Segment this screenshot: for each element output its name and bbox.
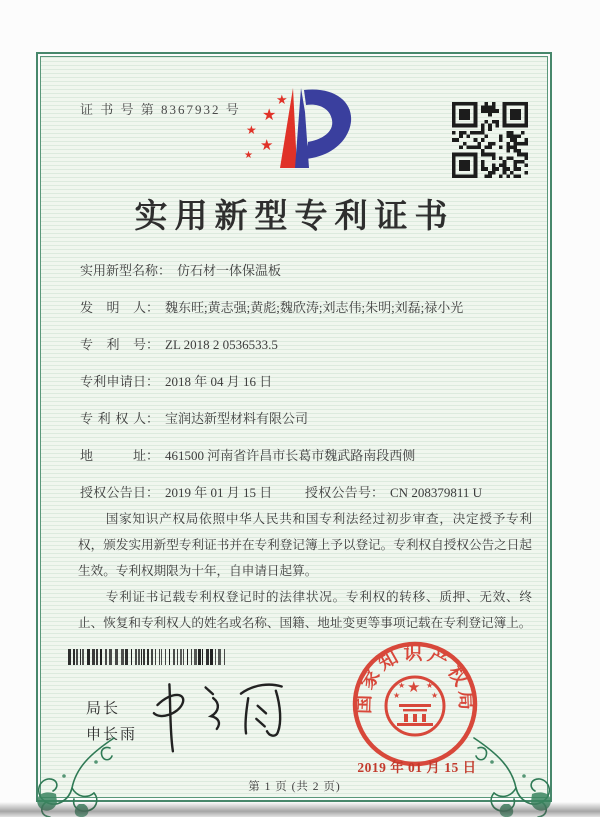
field-label: 专利号: [80, 337, 146, 352]
field-value: 宝润达新型材料有限公司: [165, 411, 309, 426]
field-value: ZL 2018 2 0536533.5: [165, 337, 278, 352]
field-list: [80, 262, 530, 521]
field-colon: ：: [146, 374, 160, 389]
cnipa-logo-icon: [236, 78, 364, 178]
field-label: 授权公告号: [305, 485, 371, 500]
legal-text: [78, 506, 532, 636]
svg-text:★: ★: [260, 138, 274, 154]
svg-text:★: ★: [431, 691, 439, 700]
svg-text:★: ★: [393, 691, 401, 700]
svg-text:★: ★: [276, 92, 288, 107]
field-row-address: [80, 447, 530, 465]
legal-paragraph-1: 国家知识产权局依照中华人民共和国专利法经过初步审查，决定授予专利权，颁发实用新型专利证书并在专利登记簿上予以登记。专利权自授权公告之日起生效。专利权期限为十年，自申请日起算。: [78, 512, 532, 578]
seal-date: 2019 年 01 月 15 日: [357, 760, 477, 775]
svg-text:★: ★: [244, 150, 253, 161]
svg-text:★: ★: [246, 123, 257, 137]
official-seal-icon: [347, 638, 483, 774]
field-value: 2019 年 01 月 15 日: [165, 485, 273, 500]
field-label: 发明人: [80, 300, 146, 315]
field-row-name: [80, 262, 530, 280]
page-number: 第 1 页 (共 2 页): [248, 781, 341, 793]
field-value: 461500 河南省许昌市长葛市魏武路南段西侧: [165, 448, 416, 463]
svg-text:国家知识产权局: 国家知识产权局: [353, 643, 477, 715]
field-value: 2018 年 04 月 16 日: [165, 374, 273, 389]
field-colon: ：: [146, 300, 160, 315]
field-label: 授权公告日: [80, 485, 146, 500]
certificate-number: 证 书 号 第 8367932 号: [80, 102, 241, 117]
field-row-filing-date: [80, 373, 530, 391]
field-colon: ：: [146, 411, 160, 426]
handwritten-signature-icon: [130, 674, 300, 754]
photo-edge-shadow: [0, 802, 600, 817]
field-colon: ：: [158, 263, 172, 278]
field-colon: ：: [146, 448, 160, 463]
legal-paragraph-2: 专利证书记载专利权登记时的法律状况。专利权的转移、质押、无效、终止、恢复和专利权人的姓名或名称、国籍、地址变更等事项记载在专利登记簿上。: [78, 590, 532, 630]
svg-text:★: ★: [426, 681, 434, 690]
field-label: 地址: [80, 448, 146, 463]
field-colon: ：: [146, 485, 160, 500]
field-label: 专利权人: [80, 411, 146, 426]
field-value: 魏东旺;黄志强;黄彪;魏欣涛;刘志伟;朱明;刘磊;禄小光: [165, 300, 464, 315]
grant-date-pair: [80, 484, 305, 502]
field-colon: ：: [146, 337, 160, 352]
field-label: 实用新型名称: [80, 263, 159, 278]
signer-title: 局长: [86, 700, 121, 717]
field-row-inventors: [80, 299, 530, 317]
field-label: 专利申请日: [80, 374, 146, 389]
barcode-icon: [68, 649, 226, 665]
field-value: CN 208379811 U: [390, 485, 482, 500]
signer-name: 申长雨: [86, 726, 138, 743]
certificate-title: 实用新型专利证书: [134, 199, 455, 235]
field-colon: ：: [371, 485, 385, 500]
field-row-grant: [80, 484, 530, 502]
svg-text:★: ★: [262, 107, 277, 124]
svg-text:★: ★: [398, 681, 406, 690]
field-row-patentee: [80, 410, 530, 428]
field-row-patent-no: [80, 336, 530, 354]
svg-text:★: ★: [407, 680, 421, 696]
field-value: 仿石材一体保温板: [177, 263, 282, 278]
qr-code-icon: [452, 102, 528, 178]
